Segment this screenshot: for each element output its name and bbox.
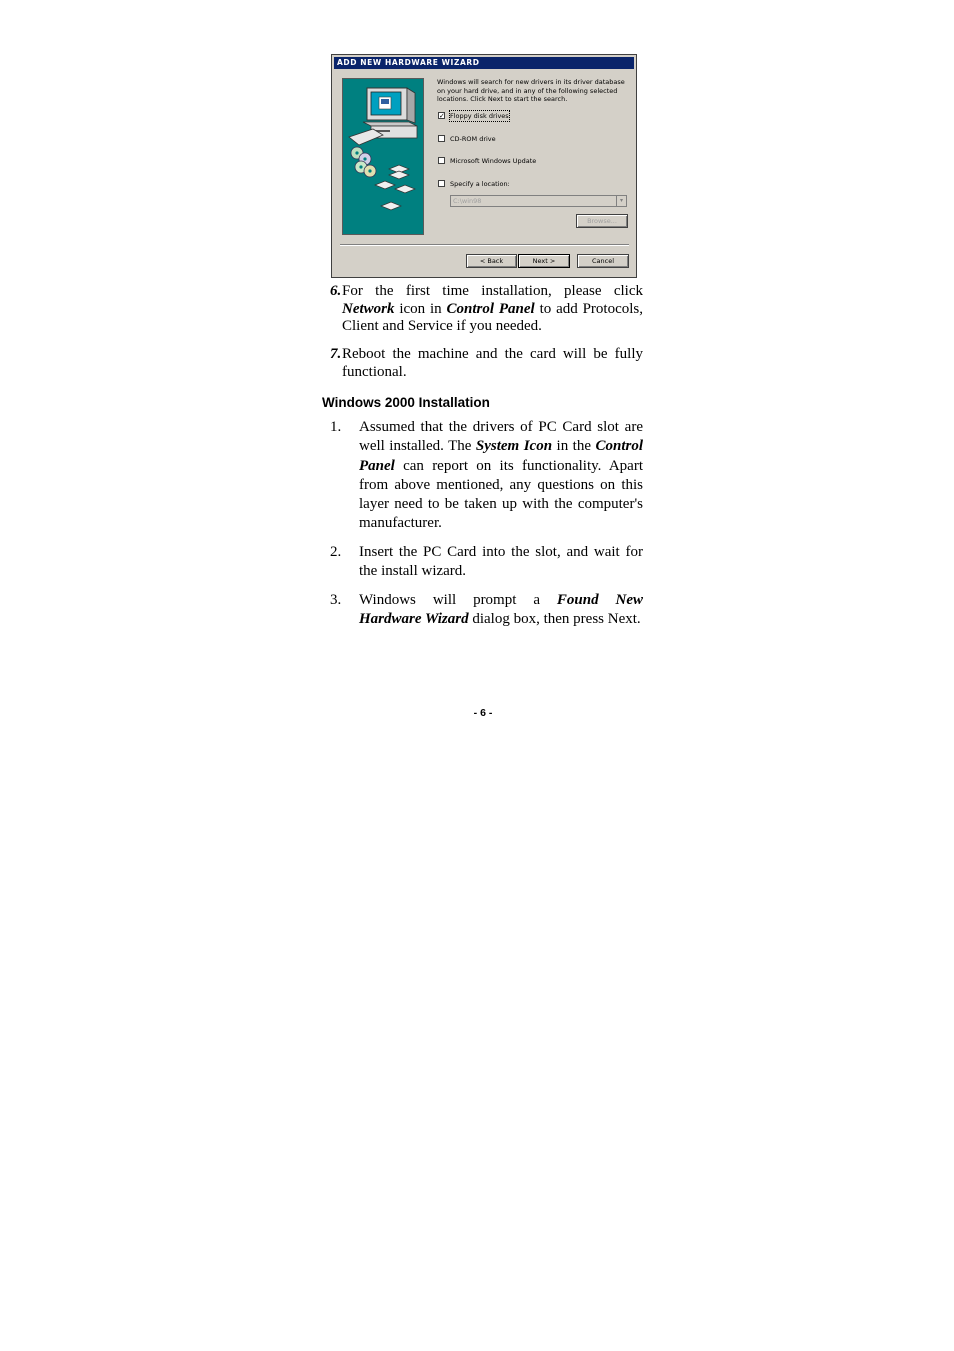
- text-run: in the: [552, 438, 596, 455]
- windows-update-checkbox[interactable]: [438, 156, 628, 166]
- step-number: 7.: [330, 346, 342, 362]
- list-item-2-text: [359, 543, 643, 582]
- list-number: 3.: [330, 592, 342, 608]
- wizard-illustration: [342, 78, 424, 235]
- checkbox-label: Specify a location:: [450, 180, 510, 188]
- text-run: dialog box, then press Next.: [468, 611, 641, 628]
- location-value: C:\win98: [453, 197, 482, 205]
- back-button[interactable]: < Back: [466, 254, 517, 268]
- wizard-title: ADD NEW HARDWARE WIZARD: [334, 57, 634, 69]
- text-run: Insert the PC Card into the slot, and wait for the install wizard.: [359, 544, 643, 580]
- emphasis-found-new-hardware-wizard: Found New Hardware Wizard: [359, 592, 644, 628]
- step-6-text: [342, 283, 643, 336]
- specify-location-checkbox[interactable]: [438, 179, 628, 189]
- cd-rom-drive-checkbox[interactable]: [438, 134, 628, 144]
- list-number: 2.: [330, 544, 342, 560]
- computer-and-disks-icon: [343, 79, 425, 236]
- section-heading: Windows 2000 Installation: [322, 395, 490, 410]
- checkbox-label: Microsoft Windows Update: [450, 157, 537, 165]
- page-number: - 6 -: [473, 707, 493, 719]
- step-7-text: [342, 346, 643, 381]
- emphasis-control-panel: Control Panel: [446, 300, 535, 317]
- list-item-3-text: [359, 591, 643, 630]
- text-run: to add Protocols, Client and Service if you needed.: [342, 300, 644, 334]
- floppy-disk-drives-checkbox[interactable]: [438, 111, 628, 121]
- wizard-intro-text: Windows will search for new drivers in its driver database on your hard drive, and in any of the following selected locations. Click Next to start the search.: [437, 78, 625, 104]
- add-new-hardware-wizard-screenshot: [331, 54, 637, 278]
- text-run: Windows will prompt a: [359, 592, 557, 608]
- next-button[interactable]: Next >: [518, 254, 570, 268]
- emphasis-system-icon: System Icon: [475, 438, 553, 455]
- text-run: Assumed that the drivers of PC Card slot are well installed. The: [359, 419, 643, 455]
- checkbox-checked-icon: ✓: [439, 112, 445, 120]
- browse-button[interactable]: Browse...: [576, 214, 628, 228]
- step-number: 6.: [330, 283, 342, 299]
- list-number: 1.: [330, 419, 342, 435]
- cancel-button[interactable]: Cancel: [577, 254, 629, 268]
- emphasis-network: Network: [342, 300, 395, 317]
- location-combobox[interactable]: [450, 195, 627, 207]
- checkbox-label: CD-ROM drive: [450, 135, 496, 143]
- checkbox-unchecked-icon: [438, 157, 445, 164]
- checkbox-unchecked-icon: [438, 135, 445, 142]
- text-run: icon in: [394, 300, 447, 317]
- text-run: Reboot the machine and the card will be fully functional.: [342, 346, 643, 380]
- divider: [340, 244, 629, 246]
- checkbox-label: Floppy disk drives: [450, 112, 509, 120]
- text-run: can report on its functionality. Apart from above mentioned, any questions on this layer need to be taken up with the computer's manufacturer.: [359, 457, 643, 532]
- emphasis-control-panel: Control Panel: [359, 438, 644, 474]
- chevron-down-icon[interactable]: ▾: [616, 196, 626, 206]
- checkbox-unchecked-icon: [438, 180, 445, 187]
- list-item-1-text: [359, 418, 643, 534]
- text-run: For the first time installation, please click: [342, 283, 643, 299]
